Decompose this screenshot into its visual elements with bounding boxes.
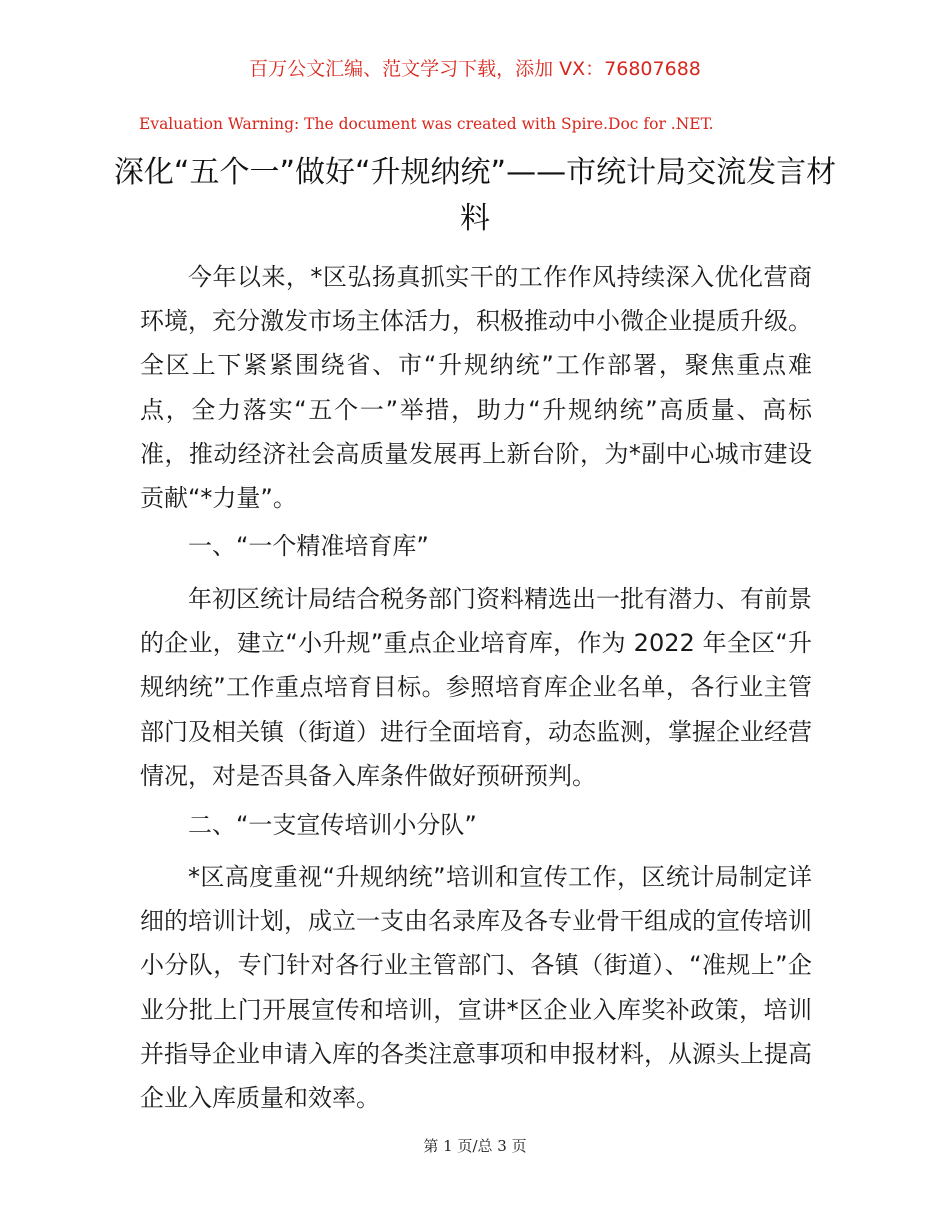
section-heading-1: 一、“一个精准培育库” bbox=[188, 532, 429, 560]
document-title: 深化“五个一”做好“升规纳统”——市统计局交流发言材料 bbox=[113, 155, 837, 236]
evaluation-warning: Evaluation Warning: The document was created with Spire.Doc for .NET. bbox=[139, 115, 714, 133]
intro-paragraph: 今年以来，*区弘扬真抓实干的工作作风持续深入优化营商环境，充分激发市场主体活力，积极推动中小微企业提质升级。全区上下紧紧围绕省、市“升规纳统”工作部署，聚焦重点难点，全力落实“五个一”举措，助力“升规纳统”高质量、高标准，推动经济社会高质量发展再上新台阶，为*副中心城市建设贡献“*力量”。 bbox=[140, 263, 812, 513]
section-body-1: 年初区统计局结合税务部门资料精选出一批有潜力、有前景的企业，建立“小升规”重点企业培育库，作为 2022 年全区“升规纳统”工作重点培育目标。参照培育库企业名单，各行业主管部门及相关镇（街道）进行全面培育，动态监测，掌握企业经营情况，对是否具备入库条件做好预研预判。 bbox=[140, 585, 812, 790]
page-number: 第 1 页/总 3 页 bbox=[423, 1137, 527, 1155]
section-body-2: *区高度重视“升规纳统”培训和宣传工作，区统计局制定详细的培训计划，成立一支由名录库及各专业骨干组成的宣传培训小分队，专门针对各行业主管部门、各镇（街道）、“准规上”企业分批上门开展宣传和培训，宣讲*区企业入库奖补政策，培训并指导企业申请入库的各类注意事项和申报材料，从源头上提高企业入库质量和效率。 bbox=[140, 863, 812, 1113]
section-heading-2: 二、“一支宣传培训小分队” bbox=[188, 811, 477, 839]
promo-banner: 百万公文汇编、范文学习下载，添加 VX：76807688 bbox=[249, 58, 701, 80]
